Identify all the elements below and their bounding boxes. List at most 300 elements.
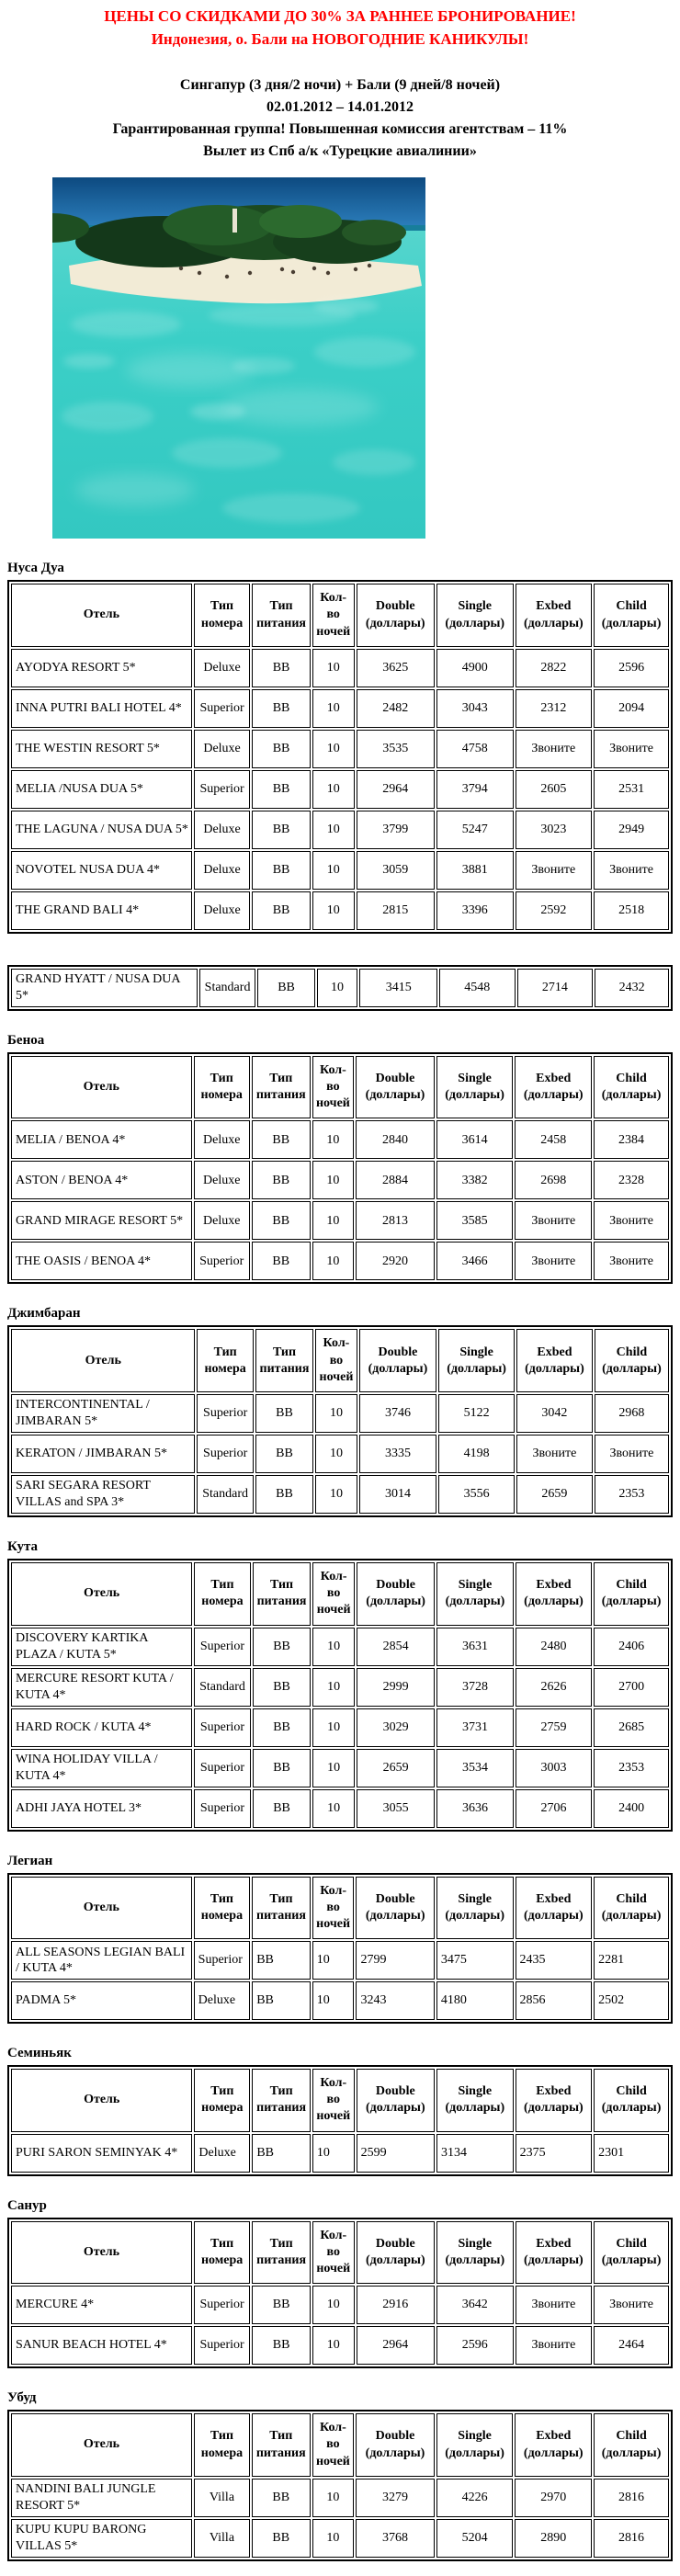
hotel-row (11, 1435, 669, 1473)
column-header: Кол-во ночей (312, 1056, 355, 1119)
resort-section (7, 1539, 673, 1832)
hotel-name: INTERCONTINENTAL / JIMBARAN 5* (11, 1394, 195, 1433)
price-cell: 10 (312, 770, 355, 809)
price-cell: 2659 (516, 1475, 593, 1514)
price-cell: 2815 (357, 891, 435, 930)
price-cell: 4180 (436, 1981, 514, 2020)
price-cell: BB (252, 851, 311, 890)
price-cell: 2400 (594, 1789, 669, 1828)
hotel-name: MERCURE RESORT KUTA / KUTA 4* (11, 1668, 192, 1707)
hotel-row (11, 2134, 669, 2173)
hotel-row (11, 1161, 669, 1199)
price-cell: 3382 (436, 1161, 514, 1199)
price-cell: 2353 (594, 1749, 669, 1787)
hotel-name: ALL SEASONS LEGIAN BALI / KUTA 4* (11, 1941, 192, 1980)
tour-route: Сингапур (3 дня/2 ночи) + Бали (9 дней/8 ночей) (179, 77, 501, 94)
column-header: Single (доллары) (436, 2069, 514, 2132)
price-cell: BB (253, 1628, 312, 1666)
price-cell: 2328 (594, 1161, 669, 1199)
hotel-row (11, 1708, 669, 1747)
price-cell: 3042 (516, 1394, 593, 1433)
column-header: Отель (11, 1877, 192, 1940)
price-cell: 10 (312, 2326, 355, 2365)
column-header: Double (доллары) (359, 1329, 437, 1392)
hotel-price-table (7, 1873, 673, 2025)
price-cell: 10 (317, 969, 358, 1007)
price-cell: BB (253, 1789, 312, 1828)
price-cell: 10 (312, 1668, 355, 1707)
hotel-name: THE OASIS / BENOA 4* (11, 1242, 192, 1280)
hotel-row (11, 1668, 669, 1707)
hotel-price-table (7, 2065, 673, 2176)
price-cell: 2968 (595, 1394, 669, 1433)
column-header: Отель (11, 2221, 192, 2285)
price-cell: 2916 (357, 2286, 435, 2324)
hotel-row (11, 891, 669, 930)
price-cell: 3029 (357, 1708, 435, 1747)
column-header: Single (доллары) (436, 1056, 514, 1119)
price-cell: 2964 (357, 2326, 435, 2365)
price-cell: 3014 (359, 1475, 437, 1514)
column-header: Отель (11, 1056, 192, 1119)
column-header: Exbed (доллары) (516, 1562, 592, 1626)
column-header: Отель (11, 2069, 192, 2132)
hotel-name: NOVOTEL NUSA DUA 4* (11, 851, 192, 890)
column-header: Тип питания (252, 584, 311, 647)
column-header: Тип питания (252, 1877, 311, 1940)
price-cell: 4198 (438, 1435, 515, 1473)
column-header: Тип питания (252, 1056, 311, 1119)
price-cell: Звоните (515, 1201, 592, 1240)
price-cell: 3556 (438, 1475, 515, 1514)
price-cell: BB (252, 1120, 311, 1159)
price-cell: 3535 (357, 730, 435, 768)
price-cell: 2964 (357, 770, 435, 809)
price-cell: 3279 (356, 2479, 434, 2517)
price-cell: 2406 (594, 1628, 669, 1666)
column-header: Отель (11, 1329, 195, 1392)
price-cell: BB (253, 1749, 312, 1787)
hotel-name: MELIA / BENOA 4* (11, 1120, 192, 1159)
price-cell: 10 (312, 1981, 355, 2020)
column-header: Single (доллары) (436, 2413, 514, 2477)
price-cell: 2518 (594, 891, 669, 930)
hotel-row (11, 1475, 669, 1514)
price-cell: 10 (312, 851, 355, 890)
column-header: Exbed (доллары) (515, 2413, 592, 2477)
column-header: Тип питания (253, 1562, 312, 1626)
column-header: Кол-во ночей (315, 1329, 357, 1392)
price-cell: 3023 (516, 811, 593, 849)
price-cell: 4758 (436, 730, 514, 768)
price-cell: Deluxe (194, 851, 250, 890)
hotel-name: WINA HOLIDAY VILLA / KUTA 4* (11, 1749, 192, 1787)
header-row (11, 1056, 669, 1119)
price-cell: 10 (315, 1435, 357, 1473)
price-cell: Deluxe (194, 811, 250, 849)
price-cell: Deluxe (194, 1201, 250, 1240)
column-header: Child (доллары) (594, 1877, 669, 1940)
column-header: Double (доллары) (357, 2221, 435, 2285)
hotel-name: ASTON / BENOA 4* (11, 1161, 192, 1199)
price-cell: BB (252, 2479, 311, 2517)
column-header: Тип номера (194, 1562, 251, 1626)
header-row (11, 2413, 669, 2477)
price-cell: Звоните (594, 730, 669, 768)
column-header: Single (доллары) (436, 584, 514, 647)
hotel-price-table (7, 1052, 673, 1285)
hotel-name: SANUR BEACH HOTEL 4* (11, 2326, 192, 2365)
price-cell: Звоните (594, 2286, 669, 2324)
price-cell: Deluxe (194, 2134, 250, 2173)
hotel-price-table (7, 1559, 673, 1832)
column-header: Тип питания (255, 1329, 313, 1392)
column-header: Exbed (доллары) (516, 2069, 593, 2132)
price-cell: 10 (312, 2519, 355, 2558)
island-photo (52, 177, 425, 539)
hotel-row (11, 1120, 669, 1159)
price-cell: 2685 (594, 1708, 669, 1747)
header-row (11, 1877, 669, 1940)
price-cell: Звоните (516, 2326, 593, 2365)
price-cell: 3055 (357, 1789, 435, 1828)
price-cell: 10 (312, 1789, 355, 1828)
hotel-name: THE WESTIN RESORT 5* (11, 730, 192, 768)
resort-section (7, 2198, 673, 2369)
column-header: Double (доллары) (357, 2069, 435, 2132)
column-header: Child (доллары) (594, 2413, 669, 2477)
price-cell: Superior (194, 1242, 250, 1280)
hotel-row (11, 1789, 669, 1828)
price-cell: BB (252, 1201, 311, 1240)
sections (7, 561, 673, 2561)
price-cell: 2432 (595, 969, 669, 1007)
price-cell: BB (252, 649, 311, 687)
price-cell: 3415 (359, 969, 437, 1007)
price-cell: Звоните (516, 1435, 593, 1473)
column-header: Single (доллары) (436, 1877, 514, 1940)
price-cell: BB (255, 1394, 313, 1433)
hotel-name: ADHI JAYA HOTEL 3* (11, 1789, 192, 1828)
price-cell: Звоните (595, 1435, 669, 1473)
section-title: Джимбаран (7, 1306, 81, 1322)
price-cell: 10 (312, 1749, 355, 1787)
price-cell: Deluxe (194, 1161, 250, 1199)
price-cell: 3466 (436, 1242, 514, 1280)
price-cell: BB (252, 811, 311, 849)
price-cell: BB (257, 969, 314, 1007)
price-cell: Superior (194, 1789, 251, 1828)
column-header: Кол-во ночей (312, 2221, 355, 2285)
price-cell: Standard (199, 969, 256, 1007)
price-cell: 2949 (594, 811, 669, 849)
price-cell: Superior (194, 2326, 250, 2365)
hotel-name: AYODYA RESORT 5* (11, 649, 192, 687)
hotel-name: THE GRAND BALI 4* (11, 891, 192, 930)
price-cell: 2822 (516, 649, 593, 687)
price-cell: 2502 (594, 1981, 669, 2020)
price-cell: 3043 (436, 689, 514, 728)
column-header: Отель (11, 584, 192, 647)
price-cell: 2480 (516, 1628, 592, 1666)
hotel-price-table (7, 1325, 673, 1517)
column-header: Exbed (доллары) (516, 2221, 593, 2285)
price-cell: 2596 (436, 2326, 514, 2365)
column-header: Double (доллары) (357, 584, 435, 647)
price-cell: 10 (312, 1628, 355, 1666)
price-cell: 2714 (517, 969, 594, 1007)
tour-departure: Вылет из Спб а/к «Турецкие авиалинии» (203, 143, 477, 160)
hotel-row (11, 2479, 669, 2517)
price-cell: Звоните (516, 851, 593, 890)
price-cell: 4900 (436, 649, 514, 687)
price-cell: Deluxe (194, 891, 250, 930)
price-cell: Superior (197, 1435, 253, 1473)
price-cell: BB (252, 770, 311, 809)
price-cell: BB (255, 1435, 313, 1473)
tour-dates: 02.01.2012 – 14.01.2012 (266, 99, 414, 116)
price-cell: 2999 (357, 1668, 435, 1707)
price-cell: 2920 (356, 1242, 434, 1280)
price-cell: BB (252, 2286, 311, 2324)
price-cell: 2312 (516, 689, 593, 728)
price-cell: 10 (312, 2479, 355, 2517)
price-cell: 2435 (516, 1941, 593, 1980)
price-cell: 10 (312, 689, 355, 728)
price-cell: BB (252, 1981, 311, 2020)
price-cell: 10 (312, 811, 355, 849)
hotel-name: KERATON / JIMBARAN 5* (11, 1435, 195, 1473)
column-header: Exbed (доллары) (516, 584, 593, 647)
hotel-name: KUPU KUPU BARONG VILLAS 5* (11, 2519, 192, 2558)
header-row (11, 2221, 669, 2285)
column-header: Кол-во ночей (312, 2413, 355, 2477)
price-cell: 2890 (515, 2519, 592, 2558)
price-cell: BB (252, 730, 311, 768)
column-header: Child (доллары) (594, 2069, 669, 2132)
price-cell: BB (252, 891, 311, 930)
price-cell: 10 (312, 2134, 355, 2173)
price-cell: Звоните (594, 1242, 669, 1280)
column-header: Exbed (доллары) (515, 1056, 592, 1119)
hotel-name: DISCOVERY KARTIKA PLAZA / KUTA 5* (11, 1628, 192, 1666)
price-cell: 2856 (516, 1981, 593, 2020)
price-cell: 3614 (436, 1120, 514, 1159)
price-cell: 2353 (595, 1475, 669, 1514)
resort-section (7, 2046, 673, 2176)
price-cell: 2301 (594, 2134, 669, 2173)
hotel-row (11, 2519, 669, 2558)
price-cell: Standard (197, 1475, 253, 1514)
hotel-name: MERCURE 4* (11, 2286, 192, 2324)
price-cell: 10 (315, 1475, 357, 1514)
column-header: Кол-во ночей (312, 1562, 355, 1626)
resort-section (7, 2390, 673, 2561)
column-header: Отель (11, 2413, 192, 2477)
price-cell: 2596 (594, 649, 669, 687)
price-cell: 3396 (436, 891, 514, 930)
column-header: Child (доллары) (595, 1329, 669, 1392)
price-cell: 10 (312, 1120, 355, 1159)
hotel-name: NANDINI BALI JUNGLE RESORT 5* (11, 2479, 192, 2517)
price-cell: 3475 (436, 1941, 514, 1980)
section-title: Семиньяк (7, 2046, 72, 2061)
hotel-row (11, 770, 669, 809)
hotel-name: PADMA 5* (11, 1981, 192, 2020)
column-header: Кол-во ночей (312, 2069, 355, 2132)
price-cell: 5122 (438, 1394, 515, 1433)
header-row (11, 1562, 669, 1626)
price-cell: 2592 (516, 891, 593, 930)
price-cell: Deluxe (194, 1120, 250, 1159)
hotel-name: INNA PUTRI BALI HOTEL 4* (11, 689, 192, 728)
hotel-row (11, 969, 669, 1007)
price-cell: Superior (194, 1628, 251, 1666)
section-title: Убуд (7, 2390, 37, 2406)
hotel-price-table (7, 965, 673, 1011)
price-cell: 10 (312, 1708, 355, 1747)
price-cell: 3335 (359, 1435, 437, 1473)
price-cell: 3794 (436, 770, 514, 809)
column-header: Тип номера (194, 2413, 250, 2477)
price-cell: Звоните (594, 1201, 669, 1240)
price-cell: 3059 (357, 851, 435, 890)
column-header: Тип номера (194, 584, 250, 647)
price-cell: Standard (194, 1668, 251, 1707)
price-cell: Звоните (516, 730, 593, 768)
header-row (11, 584, 669, 647)
price-cell: BB (252, 1941, 311, 1980)
price-cell: 3625 (357, 649, 435, 687)
price-cell: 10 (312, 649, 355, 687)
column-header: Single (доллары) (436, 2221, 514, 2285)
tour-info (7, 74, 673, 163)
column-header: Double (доллары) (356, 1877, 434, 1940)
hotel-price-table (7, 2410, 673, 2561)
price-cell: 10 (312, 1201, 355, 1240)
column-header: Single (доллары) (436, 1562, 513, 1626)
section-title: Беноа (7, 1032, 45, 1048)
hotel-row (11, 1394, 669, 1433)
price-cell: 10 (315, 1394, 357, 1433)
price-cell: 3799 (357, 811, 435, 849)
section-title: Легиан (7, 1853, 53, 1868)
price-cell: 2706 (516, 1789, 592, 1828)
price-cell: 3731 (436, 1708, 513, 1747)
price-cell: 2970 (515, 2479, 592, 2517)
column-header: Exbed (доллары) (516, 1877, 593, 1940)
hotel-price-table (7, 2218, 673, 2369)
price-cell: Deluxe (194, 730, 250, 768)
column-header: Тип питания (252, 2413, 311, 2477)
hotel-row (11, 1981, 669, 2020)
promo-line-2: Индонезия, о. Бали на НОВОГОДНИЕ КАНИКУЛЫ! (151, 29, 529, 48)
column-header: Тип питания (252, 2221, 311, 2285)
column-header: Child (доллары) (594, 1562, 669, 1626)
price-cell: BB (252, 2326, 311, 2365)
header-row (11, 1329, 669, 1392)
header-row (11, 2069, 669, 2132)
column-header: Тип номера (197, 1329, 253, 1392)
price-cell: 2799 (356, 1941, 434, 1980)
hotel-row (11, 1941, 669, 1980)
price-cell: 3243 (356, 1981, 434, 2020)
hotel-row (11, 649, 669, 687)
hotel-row (11, 689, 669, 728)
price-cell: 2281 (594, 1941, 669, 1980)
hotel-name: GRAND MIRAGE RESORT 5* (11, 1201, 192, 1240)
column-header: Child (доллары) (594, 1056, 669, 1119)
hotel-name: MELIA /NUSA DUA 5* (11, 770, 192, 809)
price-cell: 2482 (357, 689, 435, 728)
price-cell: BB (253, 1708, 312, 1747)
resort-section (7, 561, 673, 1011)
price-cell: 2384 (594, 1120, 669, 1159)
price-cell: Superior (194, 1708, 251, 1747)
price-cell: 2813 (356, 1201, 434, 1240)
resort-section (7, 1854, 673, 2025)
price-cell: 2626 (516, 1668, 592, 1707)
price-cell: 10 (312, 1161, 355, 1199)
column-header: Кол-во ночей (312, 1877, 355, 1940)
price-cell: Superior (194, 689, 250, 728)
hotel-name: PURI SARON SEMINYAK 4* (11, 2134, 192, 2173)
price-cell: BB (252, 689, 311, 728)
price-cell: Villa (194, 2479, 250, 2517)
hotel-row (11, 1628, 669, 1666)
column-header: Тип питания (252, 2069, 311, 2132)
price-cell: 2698 (515, 1161, 592, 1199)
price-cell: 2464 (594, 2326, 669, 2365)
price-cell: 3728 (436, 1668, 513, 1707)
price-cell: 3585 (436, 1201, 514, 1240)
hotel-row (11, 1242, 669, 1280)
price-cell: 5204 (436, 2519, 514, 2558)
price-cell: Superior (194, 2286, 250, 2324)
price-cell: 3003 (516, 1749, 592, 1787)
price-cell: 3881 (436, 851, 514, 890)
price-cell: Deluxe (194, 649, 250, 687)
resort-section (7, 1306, 673, 1517)
section-title: Кута (7, 1538, 39, 1554)
price-cell: Звоните (516, 2286, 593, 2324)
price-cell: 4226 (436, 2479, 514, 2517)
price-cell: BB (252, 2519, 311, 2558)
page-header (7, 6, 673, 163)
price-cell: 2599 (357, 2134, 435, 2173)
hotel-row (11, 851, 669, 890)
tour-commission: Гарантированная группа! Повышенная комиссия агентствам – 11% (112, 121, 568, 138)
price-cell: Superior (194, 770, 250, 809)
promo-line-1: ЦЕНЫ СО СКИДКАМИ ДО 30% ЗА РАННЕЕ БРОНИРОВАНИЕ! (104, 7, 576, 25)
price-cell: 3631 (436, 1628, 513, 1666)
column-header: Double (доллары) (357, 1562, 435, 1626)
price-cell: 3746 (359, 1394, 437, 1433)
hotel-row (11, 811, 669, 849)
section-title: Санур (7, 2197, 47, 2213)
section-title: Нуса Дуа (7, 561, 64, 576)
column-header: Exbed (доллары) (516, 1329, 593, 1392)
price-cell: 2700 (594, 1668, 669, 1707)
price-cell: 3636 (436, 1789, 513, 1828)
hotel-name: HARD ROCK / KUTA 4* (11, 1708, 192, 1747)
price-cell: 3134 (436, 2134, 514, 2173)
price-cell: Superior (194, 1941, 251, 1980)
price-cell: 2605 (516, 770, 593, 809)
price-cell: BB (252, 1161, 311, 1199)
price-cell: 5247 (436, 811, 514, 849)
hotel-name: SARI SEGARA RESORT VILLAS and SPA 3* (11, 1475, 195, 1514)
